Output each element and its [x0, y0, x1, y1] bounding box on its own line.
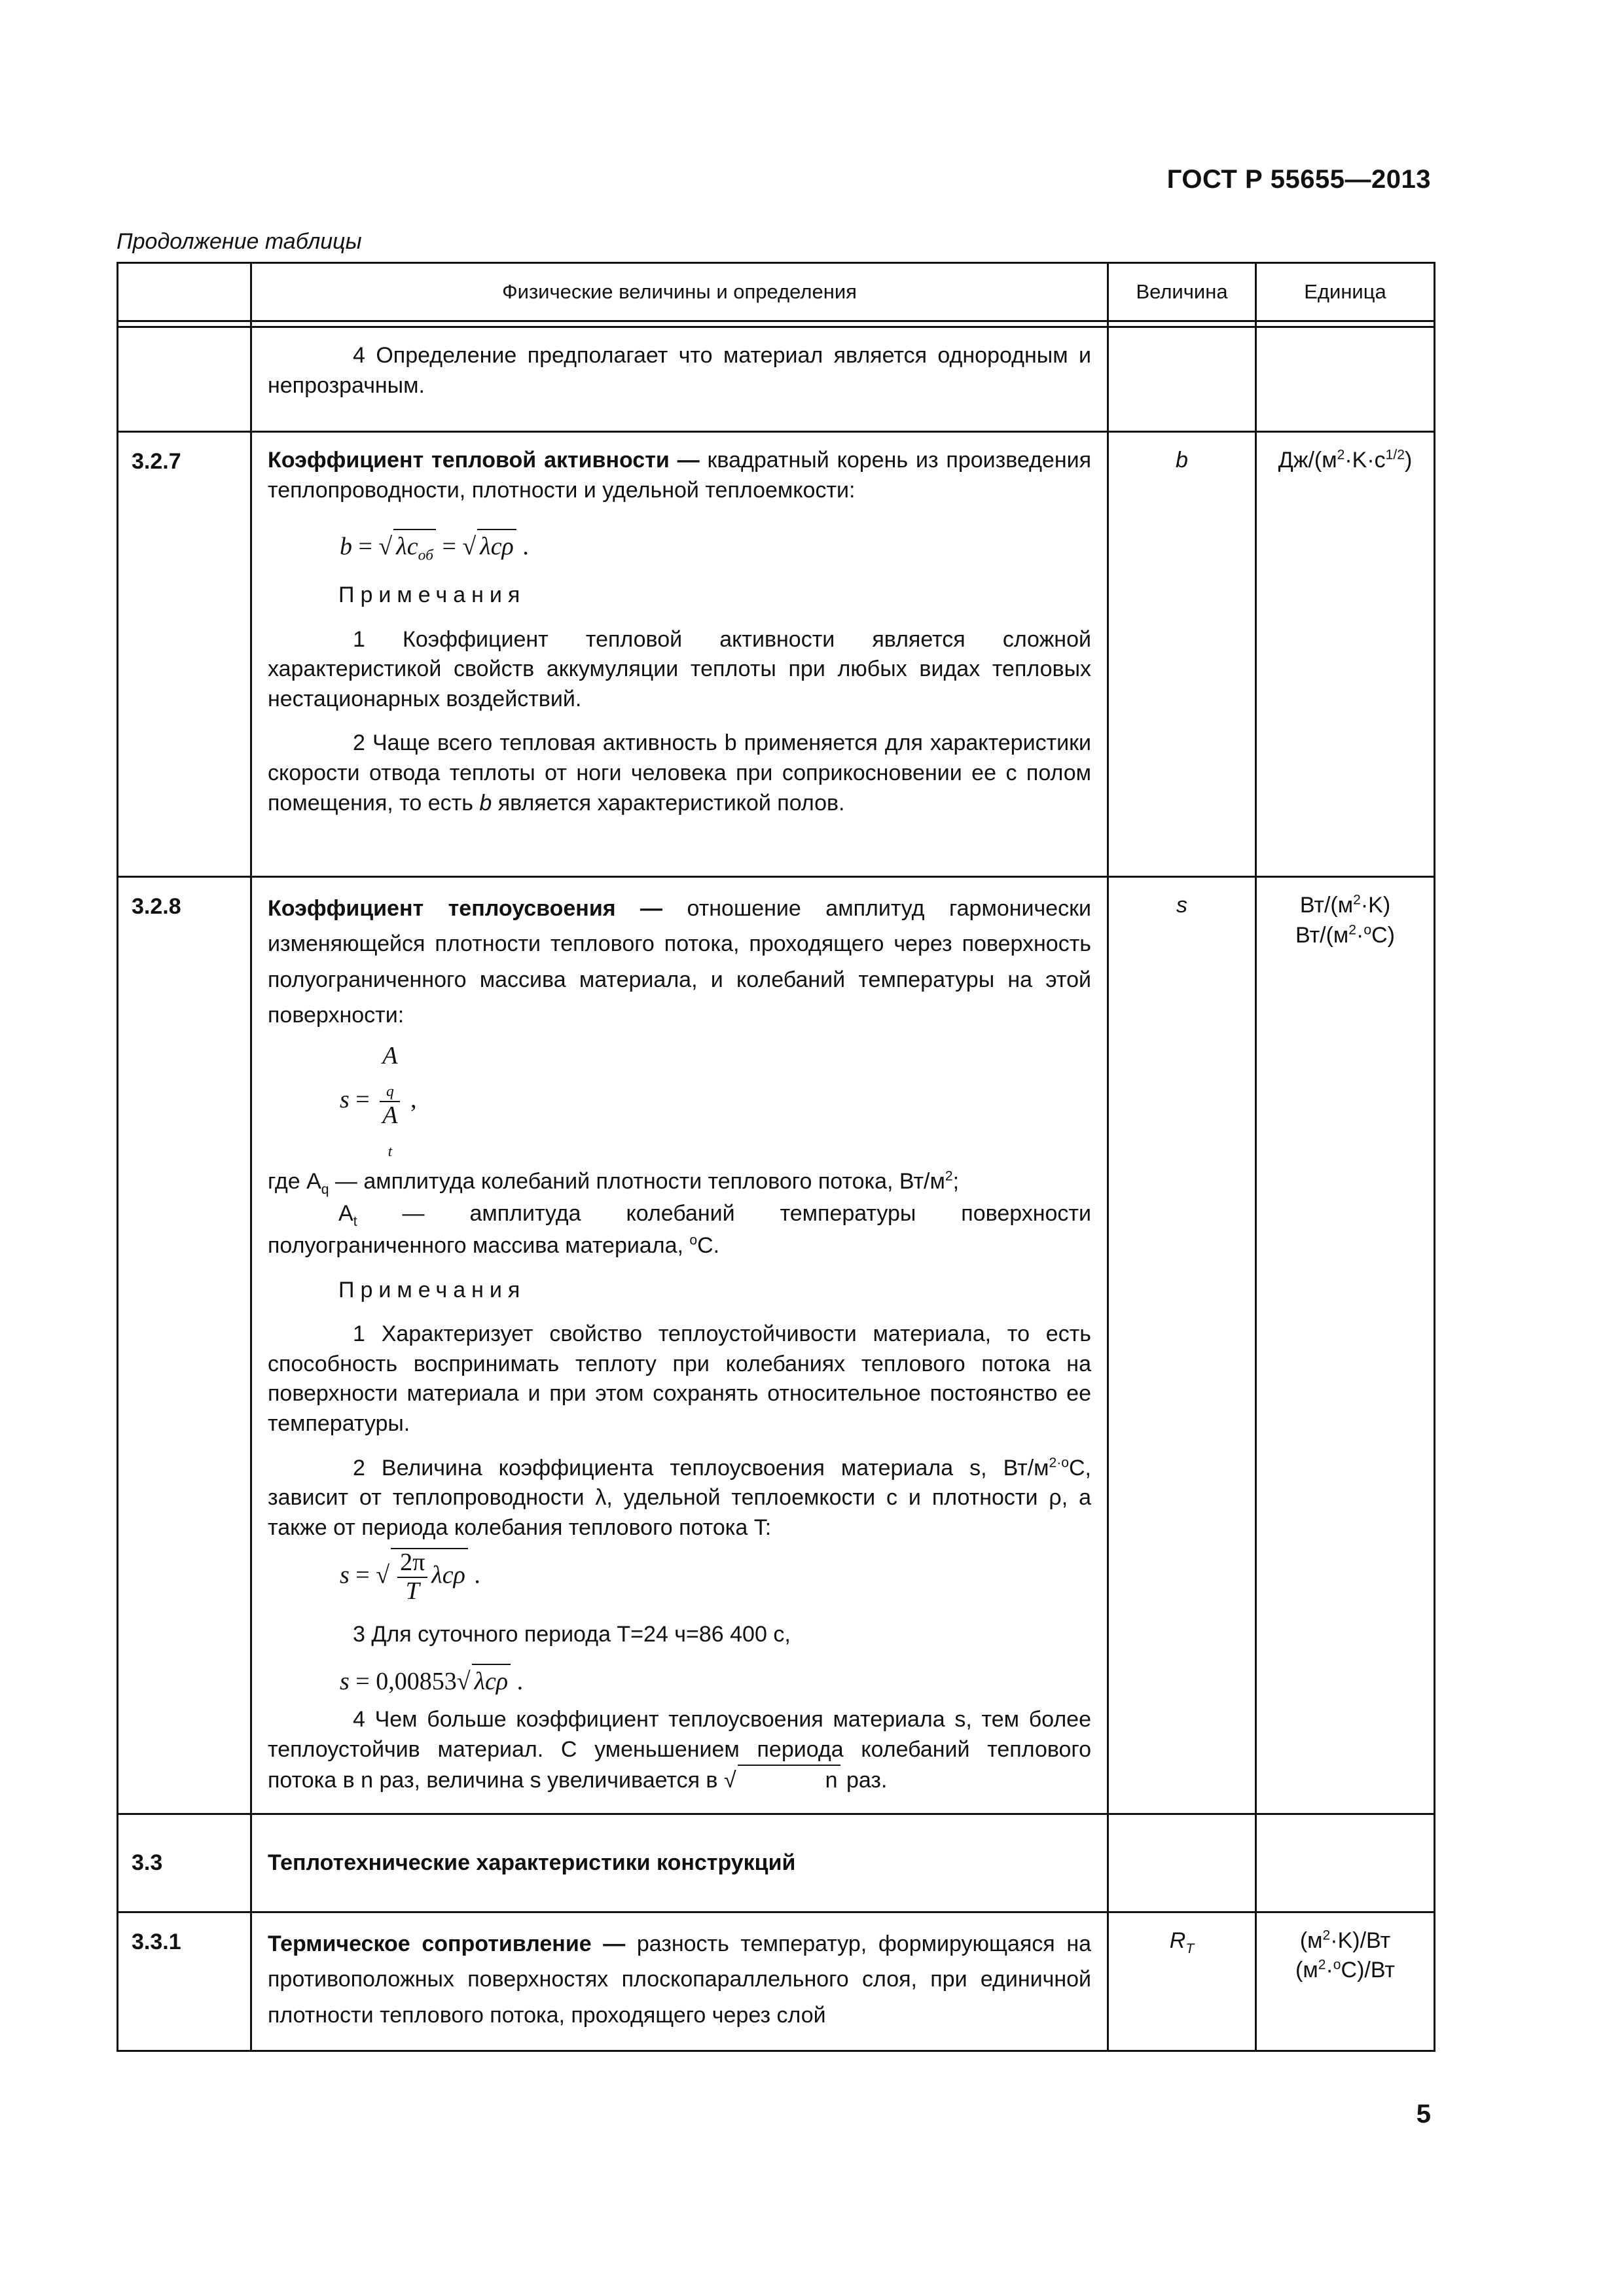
formula-s-daily: s = 0,00853√ λcρ .	[268, 1664, 1091, 1698]
formula-root: $\frac{2\pi}{T}$ λcρ	[391, 1548, 468, 1605]
table-header-row	[118, 263, 1435, 321]
table-row-3-3-1	[118, 1912, 1435, 2051]
where-line-2: $A_t$ — амплитуда колебаний температуры поверхности полуограниченного массива материала, $^o$C.	[268, 1201, 1091, 1259]
note-2	[268, 728, 1091, 818]
symbol-cell: b	[1108, 432, 1256, 877]
note-2: 2 Величина коэффициента теплоусвоения материала s, $Вт/м^{2\cdot o}C$, зависит от теплопроводности λ, удельной теплоемкости c и плотности ρ, а также от периода колебания теплового потока T:	[268, 1455, 1091, 1540]
row-number: 3.2.7	[118, 432, 251, 877]
note-2-symbol: b	[479, 790, 492, 816]
where-line-1: где $A_q$ — амплитуда колебаний плотности теплового потока, $Вт/м^2$;	[268, 1168, 960, 1197]
notes-heading: Примечания	[338, 1277, 526, 1302]
unit-line-2: $(м^2\cdot^oC)/Вт$	[1295, 1958, 1395, 1983]
notes-heading: Примечания	[338, 583, 526, 608]
symbol-cell: s	[1108, 877, 1256, 1814]
header-definitions: Физические величины и определения	[251, 263, 1108, 321]
symbol-cell: $R_T$	[1108, 1912, 1256, 2051]
definition-body: отношение амплитуд гармонически изменяющейся плотности теплового потока, проходящего через поверхность полуограниченного массива материала, и колебаний температуры на этой поверхности:	[268, 896, 1091, 1028]
note-1: 1 Коэффициент тепловой активности является сложной характеристикой свойств аккумуляции теплоты при любых видах тепловых нестационарных воздействий.	[268, 626, 1091, 711]
note-2-part-b: является характеристикой полов.	[492, 790, 845, 816]
formula-root: λcρ	[472, 1664, 511, 1698]
definition-body: квадратный корень из произведения теплопроводности, плотности и удельной теплоемкости:	[268, 448, 1091, 503]
unit-cell	[1256, 877, 1435, 1814]
row-num-cell	[118, 327, 251, 432]
definition-cell	[251, 1912, 1108, 2051]
unit-cell	[1256, 432, 1435, 877]
row-number: 3.2.8	[118, 877, 251, 1814]
page-number: 5	[1416, 2100, 1431, 2128]
section-number: 3.3	[118, 1814, 251, 1912]
formula-s-period: s = √ $\frac{2\pi}{T}$ λcρ .	[340, 1549, 480, 1605]
header-num-cell	[118, 263, 251, 321]
table-row-3-2-7	[118, 432, 1435, 877]
formula-b: b = √ $\lambda c_{об}$ = √ λcρ .	[268, 529, 1091, 566]
unit-cell	[1256, 1912, 1435, 2051]
table-row	[118, 327, 1435, 432]
formula-root-1-sub: об	[418, 547, 433, 564]
formula-root-1	[393, 529, 436, 566]
formula-root-1-body: λc	[396, 533, 418, 561]
row-number: 3.3.1	[118, 1912, 251, 2051]
note-4: 4 Чем больше коэффициент теплоусвоения материала s, тем более теплоустойчив материал. С уменьшением периода колебаний теплового потока в n раз, величина s увеличивается в √ n раз.	[268, 1705, 1091, 1796]
header-separator	[118, 321, 1435, 327]
unit-cell	[1256, 1814, 1435, 1912]
note-text: 4 Определение предполагает что материал является однородным и непрозрачным.	[268, 343, 1091, 398]
note-3: 3 Для суточного периода T=24 ч=86 400 с,	[353, 1621, 791, 1647]
formula-root: n	[738, 1765, 840, 1796]
definition-text	[268, 446, 1091, 505]
definition-cell	[251, 877, 1108, 1814]
formula-lhs: b	[340, 533, 352, 561]
definitions-table	[117, 262, 1435, 2052]
definition-body: разность температур, формирующаяся на противоположных поверхностях плоскопараллельного слоя, при единичной плотности теплового потока, проходящего через слой	[268, 1931, 1092, 2028]
section-title: Теплотехнические характеристики конструкций	[251, 1814, 1108, 1912]
formula-s: s = A $_q$ A $_t$ ,	[340, 1041, 417, 1160]
definition-cell	[251, 432, 1108, 877]
formula-root-2-body: λcρ	[480, 533, 514, 561]
document-id: ГОСТ Р 55655—2013	[1166, 165, 1431, 194]
note-2-part-a: 2 Чаще всего тепловая активность b применяется для характеристики скорости отвода теплоты от ноги человека при соприкосновении ее с полом помещения, то есть	[268, 730, 1091, 816]
formula-root-2	[477, 529, 516, 564]
formula-fraction: A $_q$ A $_t$	[380, 1043, 400, 1161]
unit-line-1: $(м^2\cdot K)/Вт$	[1299, 1928, 1391, 1953]
definition-text	[268, 1926, 1091, 2033]
note-1: 1 Характеризует свойство теплоустойчивости материала, то есть способность воспринимать теплоту при колебаниях теплового потока на поверхности материала и при этом сохранять относительное постоянство ее температуры.	[268, 1321, 1091, 1436]
header-quantity: Величина	[1108, 263, 1256, 321]
unit-cell	[1256, 327, 1435, 432]
definition-text	[268, 891, 1091, 1033]
term: Термическое сопротивление —	[268, 1931, 626, 1956]
symbol-cell	[1108, 1814, 1256, 1912]
table-row-3-2-8	[118, 877, 1435, 1814]
table-continuation-caption: Продолжение таблицы	[117, 229, 362, 254]
unit-line-2: $Вт/(м^2\cdot^oC)$	[1295, 922, 1395, 948]
term: Коэффициент теплоусвоения —	[268, 896, 663, 921]
term: Коэффициент тепловой активности —	[268, 448, 700, 473]
definition-cell	[251, 327, 1108, 432]
unit-line-1: $Вт/(м^2\cdot K)$	[1299, 892, 1391, 918]
symbol-cell	[1108, 327, 1256, 432]
header-unit: Единица	[1256, 263, 1435, 321]
unit-text: $Дж/(м^2\cdot K\cdot c^{1/2})$	[1278, 447, 1413, 473]
table-section-row-3-3	[118, 1814, 1435, 1912]
